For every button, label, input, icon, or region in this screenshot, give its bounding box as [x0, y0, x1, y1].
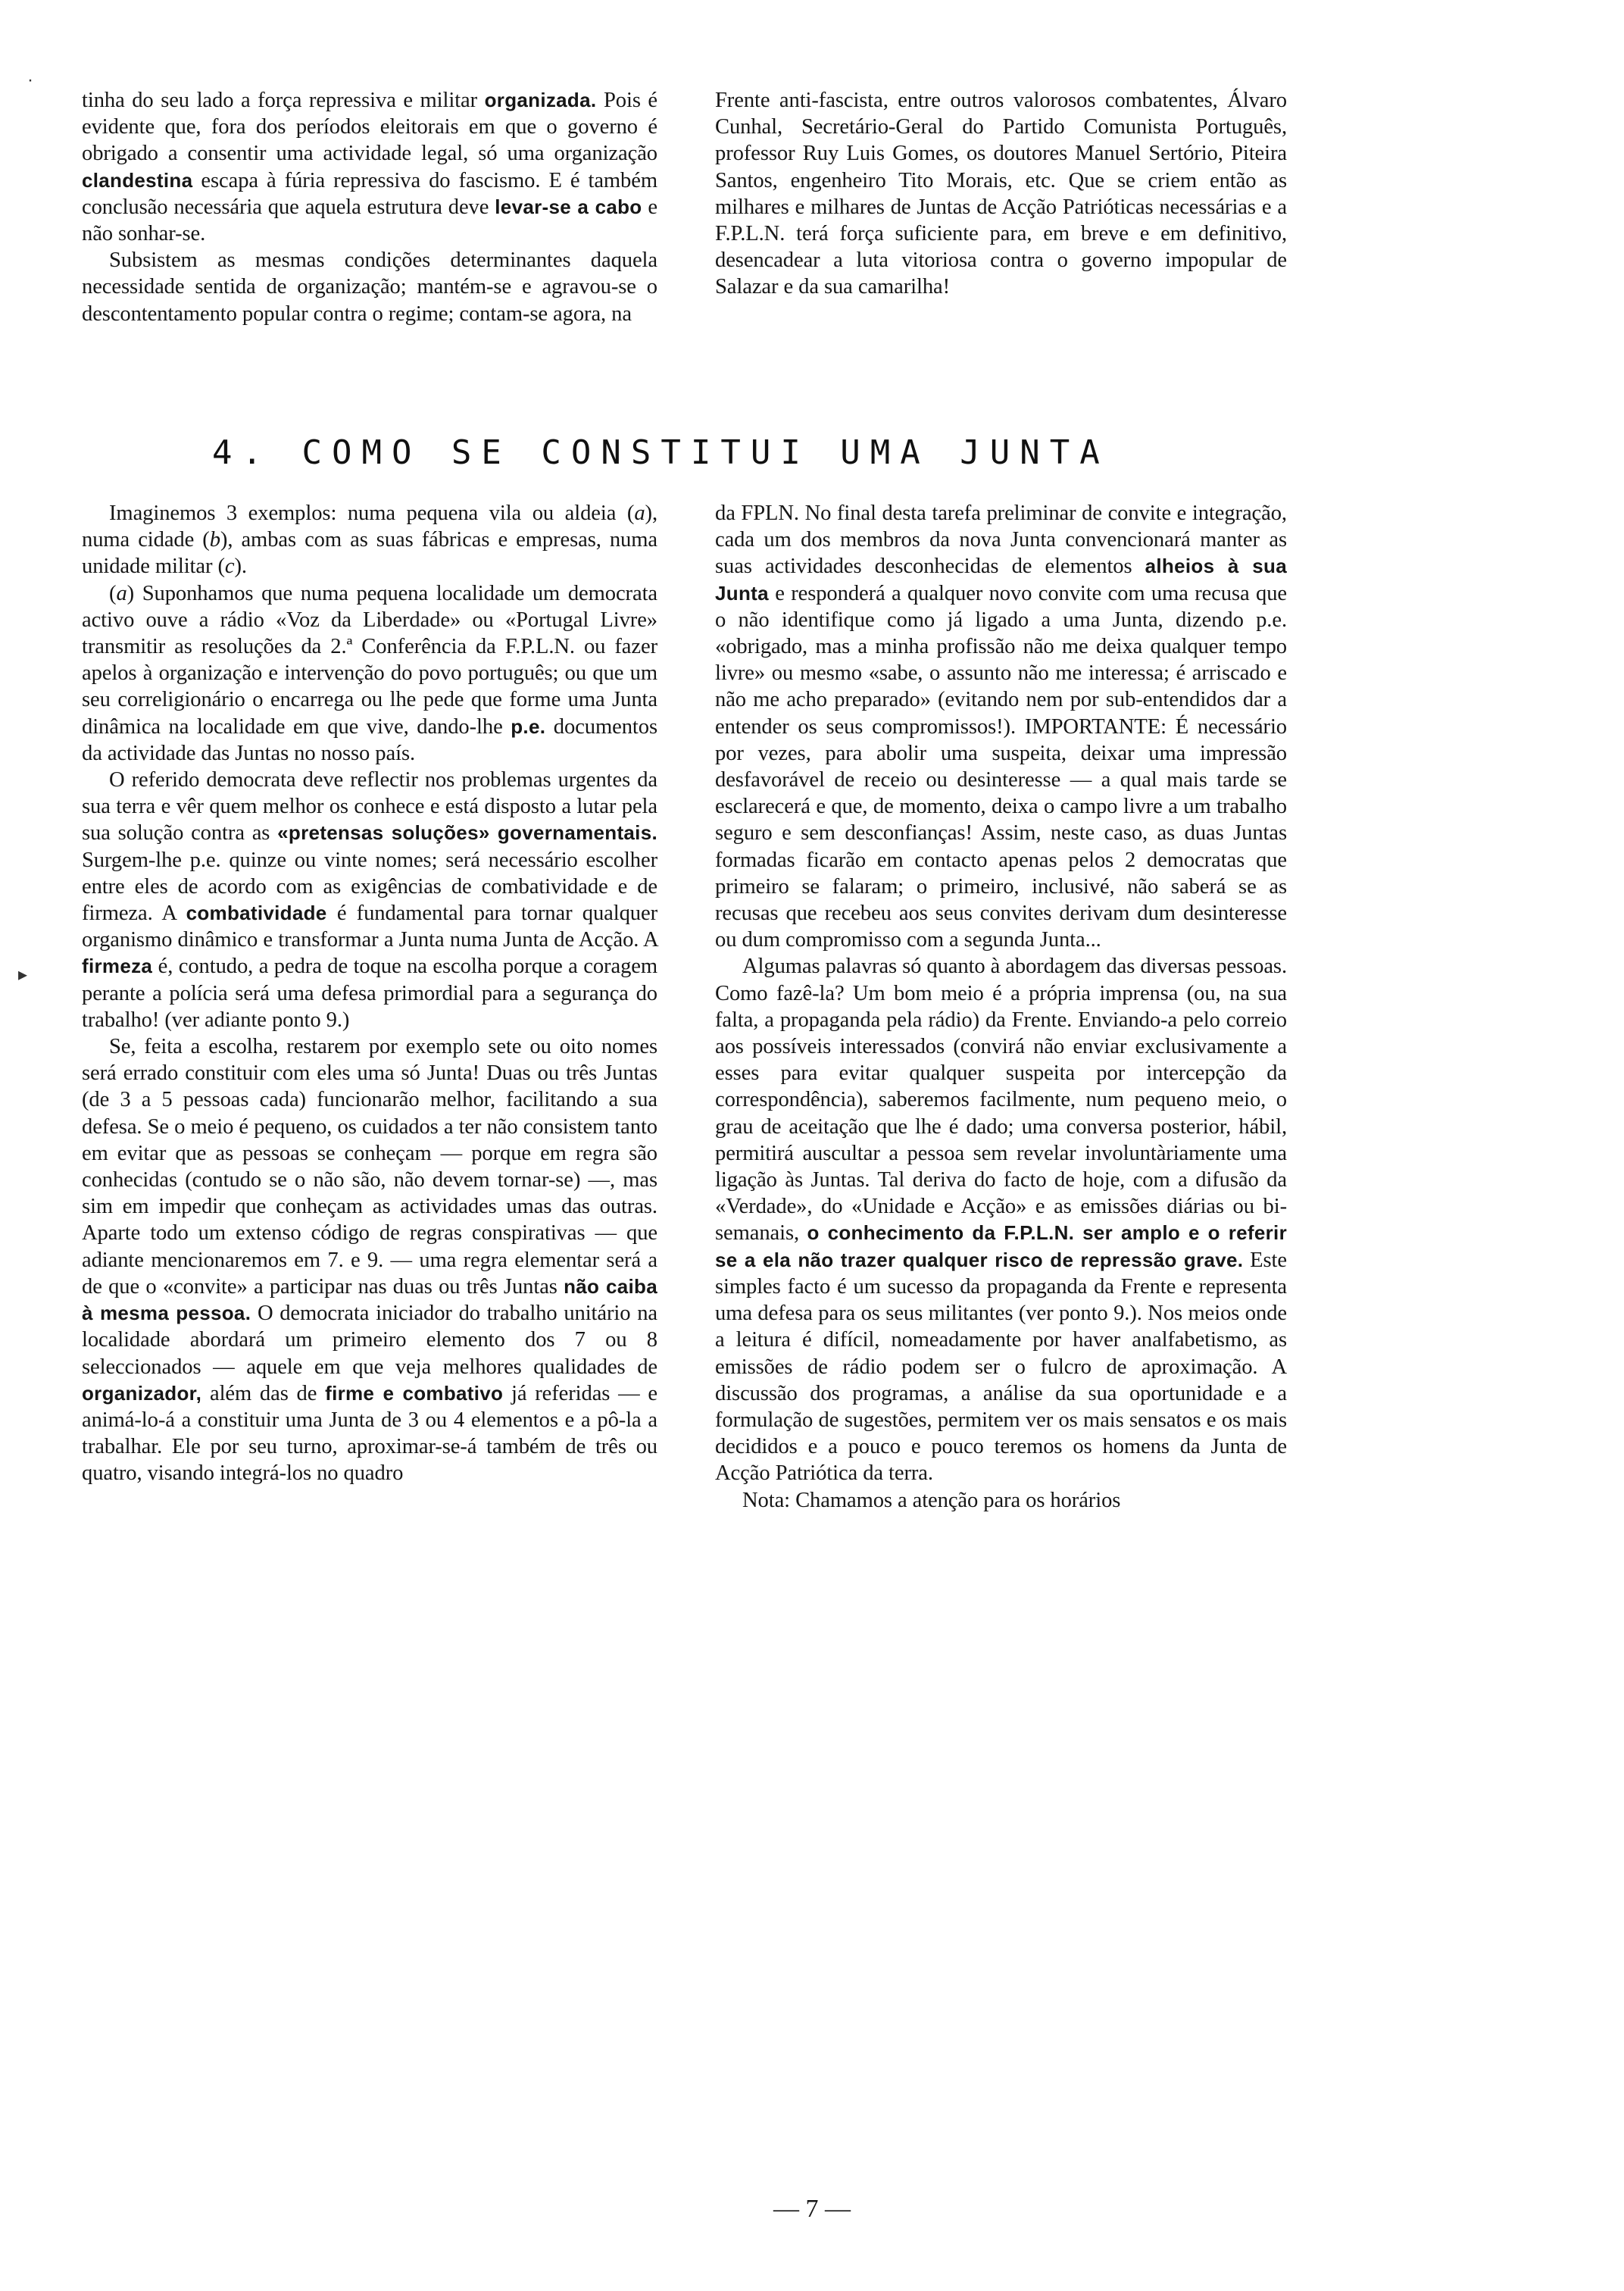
text-run: Pois é evidente que, fora dos períodos eleitorais em que o governo é obrigado a consentir uma actividade legal, só uma organização: [82, 89, 657, 166]
paragraph: [82, 500, 657, 580]
italic-text: a: [116, 581, 127, 605]
paragraph: [82, 1033, 657, 1486]
page-number: — 7 —: [773, 2195, 851, 2223]
text-run: ), numa cidade (: [82, 502, 657, 552]
text-run: além das de: [201, 1381, 326, 1405]
text-run: Subsistem as mesmas condições determinantes daquela necessidade sentida de organização; mantém-se e agravou-se o descontentamento popular contra o regime; contam-se agora, na: [82, 248, 657, 326]
paragraph: [715, 500, 1287, 953]
italic-text: a: [634, 502, 645, 525]
bold-text: o conhecimento da F.P.L.N. ser amplo e o referir se a ela não trazer qualquer risco de repressão grave.: [715, 1221, 1288, 1271]
text-run: Este simples facto é um sucesso da propaganda da Frente e representa uma defesa para os seus militantes (ver ponto 9.). Nos meios onde a leitura é difícil, nomeadamente por haver analfabetismo, as emissões de rádio podem ser o fulcro de aproximação. A discussão dos programas, a análise da sua oportunidade e a formulação de sugestões, permitem ver os mais sensatos e os mais decididos e a pouco e pouco teremos os homens da Junta de Acção Patriótica da terra.: [715, 1248, 1287, 1486]
column-bottom-right: [715, 500, 1287, 1514]
text-run: Algumas palavras só quanto à abordagem das diversas pessoas. Como fazê-la? Um bom meio é a própria imprensa (ou, na sua falta, a propaganda pela rádio) da Frente. Enviando-a pelo correio aos possíveis interessados (convirá não enviar exclusivamente a esses para evitar qualquer suspeita por intercepção da correspondência), saberemos facilmente, num pequeno meio, o grau de aceitação que lhe é dado; uma conversa posterior, hábil, permitirá auscultar a pessoa sem revelar involuntàriamente uma ligação às Juntas. Tal deriva do facto de hoje, com a difusão da «Verdade», do «Unidade e Acção» e as emissões diárias ou bi-semanais,: [715, 955, 1287, 1246]
paragraph: [82, 87, 657, 247]
paragraph: [82, 247, 657, 327]
text-run: (: [109, 581, 117, 605]
italic-text: b: [209, 528, 220, 552]
text-run: da FPLN. No final desta tarefa preliminar de convite e integração, cada um dos membros da nova Junta convencionará manter as suas actividades desconhecidas de elementos: [715, 502, 1287, 579]
paragraph: [715, 953, 1287, 1486]
column-top-right: [715, 87, 1287, 301]
text-run: tinha do seu lado a força repressiva e militar: [82, 89, 485, 112]
bold-text: p.e.: [511, 714, 546, 738]
bold-text: combatividade: [186, 902, 327, 925]
text-run: é, contudo, a pedra de toque na escolha porque a coragem perante a polícia será uma defesa primordial para a segurança do trabalho! (ver adiante ponto 9.): [82, 955, 657, 1032]
column-bottom-left: [82, 500, 657, 1487]
bold-text: firmeza: [82, 955, 153, 978]
text-run: e responderá a qualquer novo convite com uma recusa que o não identifique como já ligado a uma Junta, dizendo p.e. «obrigado, mas a minha profissão não me deixa qualquer tempo livre» ou mesmo «sabe, o assunto não me interessa; é arriscado e não me acho preparado» (evitando nem por sub-entendidos dar a entender os seus compromissos!). IMPORTANTE: É necessário por vezes, para abolir uma suspeita, deixar uma impressão desfavorável de receio ou desinteresse — a qual mais tarde se esclarecerá e que, de momento, deixa o campo livre a um trabalho seguro e sem desconfianças! Assim, neste caso, as duas Juntas formadas ficarão em contacto apenas pelos 2 democratas que primeiro se falaram; o primeiro, inclusivé, não saberá se as recusas que recebeu aos seus convites derivam dum desinteresse ou dum compromisso com a segunda Junta...: [715, 581, 1287, 952]
text-run: O referido democrata deve reflectir nos problemas urgentes da sua terra e vêr quem melhor os conhece e está disposto a lutar pela sua solução contra as: [82, 768, 657, 845]
section-heading: 4. COMO SE CONSTITUI UMA JUNTA: [212, 433, 1110, 472]
bold-text: «pretensas soluções» governamentais.: [277, 821, 657, 845]
column-top-left: [82, 87, 657, 327]
margin-mark: ▸: [18, 964, 28, 985]
text-run: documentos da actividade das Juntas no nosso país.: [82, 714, 657, 765]
text-run: Nota: Chamamos a atenção para os horários: [742, 1488, 1121, 1512]
bold-text: alheios à sua Junta: [715, 555, 1287, 605]
text-run: Frente anti-fascista, entre outros valorosos combatentes, Álvaro Cunhal, Secretário-Geral do Partido Comunista Português, professor Ruy Luis Gomes, os doutores Manuel Sertório, Piteira Santos, engenheiro Tito Morais, etc. Que se criem então as milhares e milhares de Juntas de Acção Patrióticas necessárias e a F.P.L.N. terá força suficiente para, em breve e em definitivo, desencadear a luta vitoriosa contra o governo impopular de Salazar e da sua camarilha!: [715, 89, 1287, 299]
bold-text: firme e combativo: [325, 1381, 504, 1405]
text-run: Se, feita a escolha, restarem por exemplo sete ou oito nomes será errado constituir com eles uma só Junta! Duas ou três Juntas (de 3 a 5 pessoas cada) funcionarão melhor, facilitando a sua defesa. Se o meio é pequeno, os cuidados a ter não consistem tanto em evitar que as pessoas se conheçam — porque em regra são conhecidas (contudo se o não são, não devem tornar-se) —, mas sim em impedir que conheçam as actividades umas das outras. Aparte todo um extenso código de regras conspirativas — que adiante mencionaremos em 7. e 9. — uma regra elementar será a de que o «convite» a participar nas duas ou três Juntas: [82, 1035, 657, 1299]
bold-text: clandestina: [82, 168, 193, 192]
italic-text: c: [224, 555, 235, 579]
bold-text: organizador,: [82, 1381, 202, 1405]
bold-text: levar-se a cabo: [495, 195, 642, 218]
text-run: e não sonhar-se.: [82, 195, 658, 246]
bold-text: não caiba à mesma pessoa.: [82, 1274, 657, 1325]
text-run: escapa à fúria repressiva do fascismo. E é também conclusão necessária que aquela estrutura deve: [82, 168, 657, 219]
text-run: já referidas — e animá-lo-á a constituir uma Junta de 3 ou 4 elementos e a pô-la a trabalhar. Ele por seu turno, aproximar-se-á também de três ou quatro, visando integrá-los no quadro: [82, 1381, 657, 1486]
text-run: O democrata iniciador do trabalho unitário na localidade abordará um primeiro elemento dos 7 ou 8 seleccionados — aquele em que veja melhores qualidades de: [82, 1302, 657, 1379]
paragraph: [82, 580, 657, 767]
text-run: ), ambas com as suas fábricas e empresas, numa unidade militar (: [82, 528, 657, 579]
text-run: ) Suponhamos que numa pequena localidade um democrata activo ouve a rádio «Voz da Liberdade» ou «Portugal Livre» transmitir as resoluções da 2.ª Conferência da F.P.L.N. ou fazer apelos à organização e intervenção do povo português; ou que um seu correligionário o encarrega ou lhe pede que forme uma Junta dinâmica na localidade em que vive, dando-lhe: [82, 581, 657, 739]
text-run: ).: [234, 555, 247, 579]
text-run: é fundamental para tornar qualquer organismo dinâmico e transformar a Junta numa Junta de Acção. A: [82, 902, 657, 952]
text-run: Imaginemos 3 exemplos: numa pequena vila ou aldeia (: [109, 502, 635, 525]
text-run: Surgem-lhe p.e. quinze ou vinte nomes; será necessário escolher entre eles de acordo com as exigências de combatividade e de firmeza. A: [82, 848, 657, 926]
paragraph: [715, 1487, 1287, 1514]
margin-mark: ·: [27, 70, 33, 90]
paragraph: [715, 87, 1287, 301]
paragraph: [82, 767, 657, 1033]
bold-text: organizada.: [484, 89, 597, 111]
